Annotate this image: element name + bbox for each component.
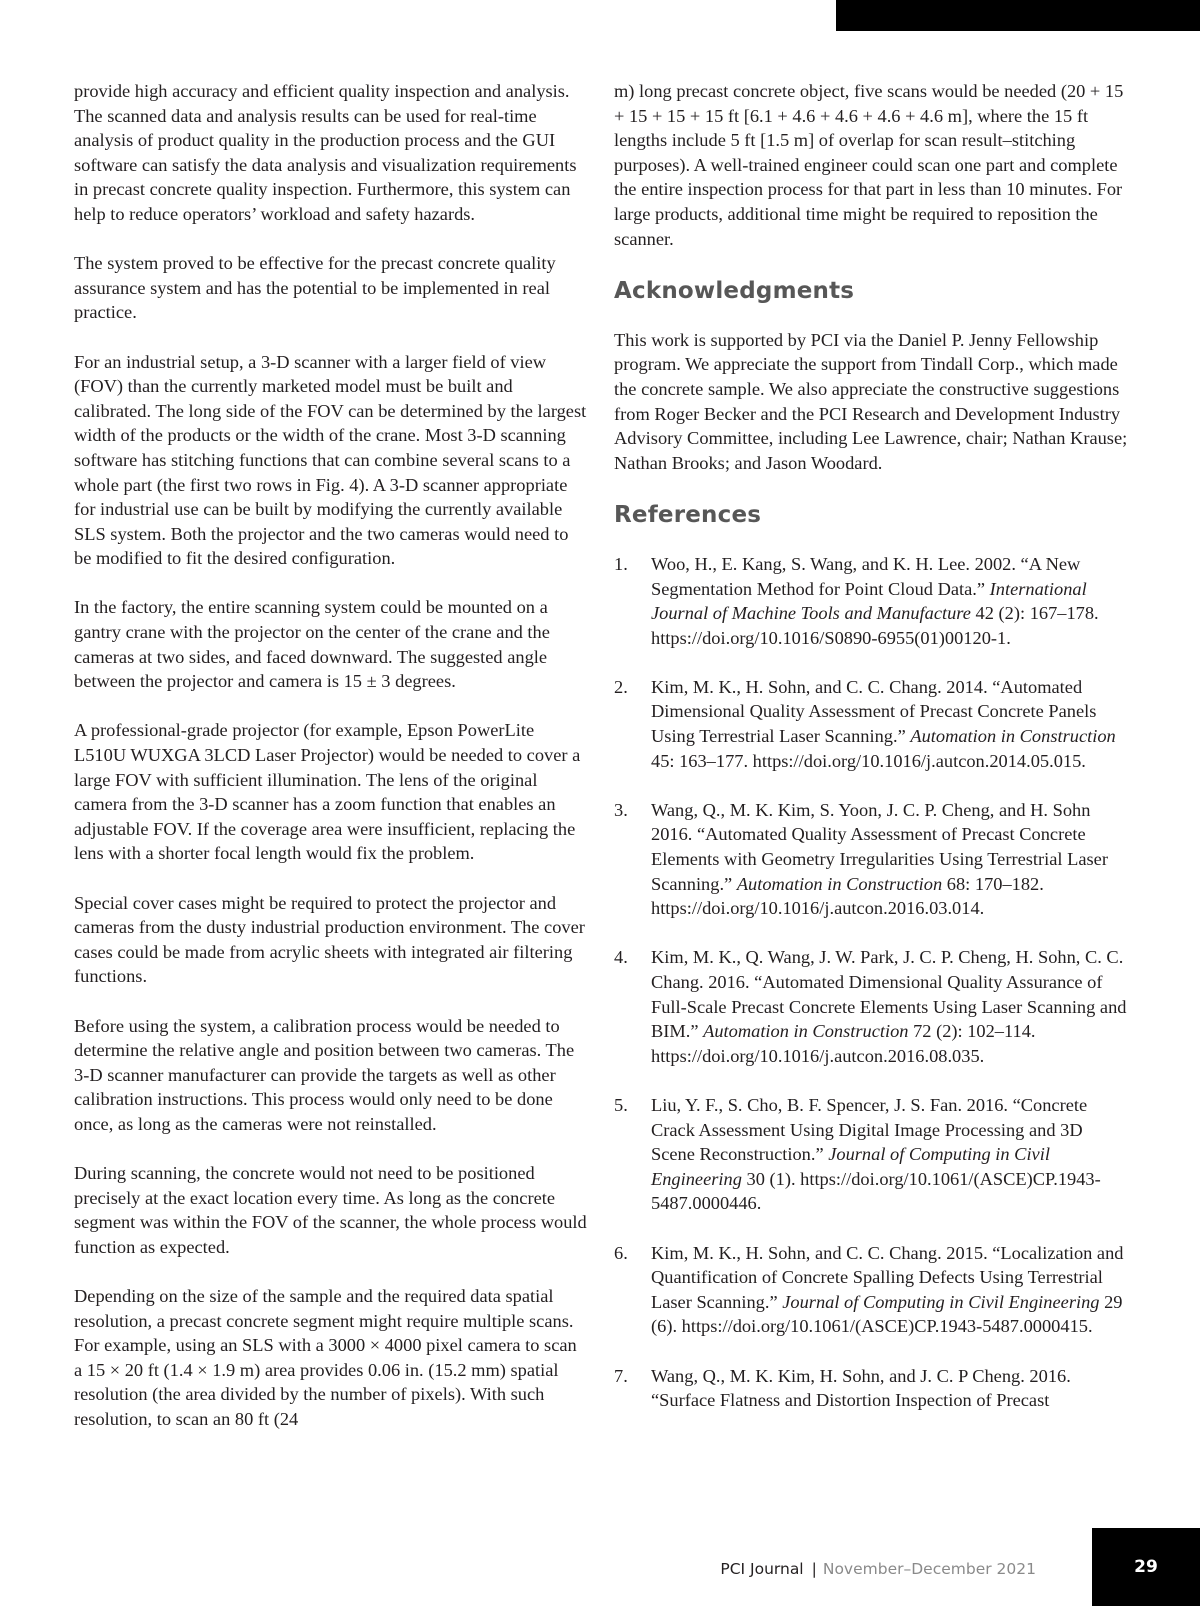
reference-item <box>614 798 1129 921</box>
page-number-text: 29 <box>1134 1557 1158 1577</box>
reference-item <box>614 675 1129 773</box>
reference-item <box>614 1364 1129 1413</box>
reference-number: 3. <box>614 799 628 820</box>
paragraph: A professional-grade projector (for example, Epson PowerLite L510U WUXGA 3LCD Laser Projector) would be needed to cover a large FOV with sufficient illumination. The lens of the original camera from the 3-D scanner has a zoom function that enables an adjustable FOV. If the coverage area were insufficient, replacing the lens with a shorter focal length would fix the problem. <box>74 720 581 864</box>
paragraph: During scanning, the concrete would not need to be positioned precisely at the exact location every time. As long as the concrete segment was within the FOV of the scanner, the whole process would function as expected. <box>74 1163 587 1257</box>
right-column <box>614 79 1129 1437</box>
acknowledgments-heading: Acknowledgments <box>614 277 855 304</box>
journal-title: International Journal of Machine Tools and Manufacture <box>651 578 1087 624</box>
reference-number: 1. <box>614 553 628 574</box>
journal-title: Automation in Construction <box>703 1021 909 1042</box>
reference-item <box>614 945 1129 1068</box>
reference-text: Liu, Y. F., S. Cho, B. F. Spencer, J. S. Fan. 2016. “Concrete Crack Assessment Using Digital Image Processing and 3D Scene Reconstruction.” Journal of Computing in Civil Engineering 30 (1). https://doi.org/10.1061/(ASCE)CP.1943-5487.0000446. <box>651 1094 1101 1214</box>
footer-separator: | <box>811 1560 817 1578</box>
reference-number: 4. <box>614 947 628 968</box>
reference-text: Wang, Q., M. K. Kim, S. Yoon, J. C. P. Cheng, and H. Sohn 2016. “Automated Quality Assessment of Precast Concrete Elements with Geometry Irregularities Using Terrestrial Laser Scanning.” Automation in Construction 68: 170–182. https://doi.org/10.1016/j.autcon.2016.03.014. <box>651 799 1108 919</box>
reference-item <box>614 552 1129 650</box>
journal-title: Journal of Computing in Civil Engineering <box>782 1291 1100 1312</box>
reference-text: Woo, H., E. Kang, S. Wang, and K. H. Lee. 2002. “A New Segmentation Method for Point Cloud Data.” International Journal of Machine Tools and Manufacture 42 (2): 167–178. https://doi.org/10.1016/S0890-6955(01)00120-1. <box>651 553 1099 648</box>
journal-title: Journal of Computing in Civil Engineering <box>651 1144 1050 1189</box>
paragraph: The system proved to be effective for the precast concrete quality assurance system and has the potential to be implemented in real practice. <box>74 253 556 323</box>
reference-item <box>614 1241 1129 1339</box>
paragraph: Before using the system, a calibration process would be needed to determine the relative angle and position between two cameras. The 3-D scanner manufacturer can provide the targets as well as other calibration instructions. This process would only need to be done once, as long as the cameras were not reinstalled. <box>74 1015 575 1134</box>
journal-title: Automation in Construction <box>736 873 943 894</box>
paragraph: m) long precast concrete object, five scans would be needed (20 + 15 + 15 + 15 + 15 ft [6.1 + 4.6 + 4.6 + 4.6 + 4.6 m], where the 15 ft lengths include 5 ft [1.5 m] of overlap for scan result–stitching purposes). A well-trained engineer could scan one part and complete the entire inspection process for that part in less than 10 minutes. For large products, additional time might be required to reposition the scanner. <box>614 81 1124 249</box>
footer-issue: November–December 2021 <box>822 1560 1036 1578</box>
acknowledgments-text: This work is supported by PCI via the Daniel P. Jenny Fellowship program. We appreciate the support from Tindall Corp., which made the concrete sample. We also appreciate the constructive suggestions from Roger Becker and the PCI Research and Development Industry Advisory Committee, including Lee Lawrence, chair; Nathan Krause; Nathan Brooks; and Jason Woodard. <box>614 329 1128 473</box>
reference-text: Kim, M. K., H. Sohn, and C. C. Chang. 2015. “Localization and Quantification of Concrete Spalling Defects Using Terrestrial Laser Scanning.” Journal of Computing in Civil Engineering 29 (6). https://doi.org/10.1061/(ASCE)CP.1943-5487.0000415. <box>651 1242 1124 1337</box>
page-number <box>1092 1528 1200 1606</box>
reference-number: 7. <box>614 1365 628 1386</box>
reference-number: 2. <box>614 676 628 697</box>
footer-journal: PCI Journal <box>720 1560 804 1578</box>
page-footer <box>720 1557 1036 1581</box>
paragraph: Depending on the size of the sample and the required data spatial resolution, a precast concrete segment might require multiple scans. For example, using an SLS with a 3000 × 4000 pixel camera to scan a 15 × 20 ft (1.4 × 1.9 m) area provides 0.06 in. (15.2 mm) spatial resolution (the area divided by the number of pixels). With such resolution, to scan an 80 ft (24 <box>74 1286 577 1430</box>
paragraph: For an industrial setup, a 3-D scanner with a larger field of view (FOV) than the currently marketed model must be built and calibrated. The long side of the FOV can be determined by the largest width of the products or the width of the crane. Most 3-D scanning software has stitching functions that can combine several scans to a whole part (the first two rows in Fig. 4). A 3-D scanner appropriate for industrial use can be built by modifying the currently available SLS system. Both the projector and the two cameras would need to be modified to fit the desired configuration. <box>74 351 587 569</box>
paragraph: provide high accuracy and efficient quality inspection and analysis. The scanned data and analysis results can be used for real-time analysis of product quality in the production process and the GUI software can satisfy the data analysis and visualization requirements in precast concrete quality inspection. Furthermore, this system can help to reduce operators’ workload and safety hazards. <box>74 81 577 224</box>
reference-list <box>614 552 1129 1413</box>
paragraph: Special cover cases might be required to protect the projector and cameras from the dusty industrial production environment. The cover cases could be made from acrylic sheets with integrated air filtering functions. <box>74 892 585 987</box>
left-column <box>74 79 589 1456</box>
reference-text: Kim, M. K., Q. Wang, J. W. Park, J. C. P. Cheng, H. Sohn, C. C. Chang. 2016. “Automated Dimensional Quality Assurance of Full-Scale Precast Concrete Elements Using Laser Scanning and BIM.” Automation in Construction 72 (2): 102–114. https://doi.org/10.1016/j.autcon.2016.08.035. <box>651 947 1127 1066</box>
reference-number: 6. <box>614 1242 628 1263</box>
reference-number: 5. <box>614 1094 628 1115</box>
reference-text: Kim, M. K., H. Sohn, and C. C. Chang. 2014. “Automated Dimensional Quality Assessment of Precast Concrete Panels Using Terrestrial Laser Scanning.” Automation in Construction 45: 163–177. https://doi.org/10.1016/j.autcon.2014.05.015. <box>651 676 1116 771</box>
reference-item <box>614 1093 1129 1216</box>
reference-text: Wang, Q., M. K. Kim, H. Sohn, and J. C. P Cheng. 2016. “Surface Flatness and Distortion Inspection of Precast <box>651 1365 1071 1411</box>
references-heading: References <box>614 501 762 528</box>
journal-title: Automation in Construction <box>910 726 1116 747</box>
header-bar <box>836 0 1200 31</box>
paragraph: In the factory, the entire scanning system could be mounted on a gantry crane with the projector on the center of the crane and the cameras at two sides, and faced downward. The suggested angle between the projector and camera is 15 ± 3 degrees. <box>74 597 550 692</box>
